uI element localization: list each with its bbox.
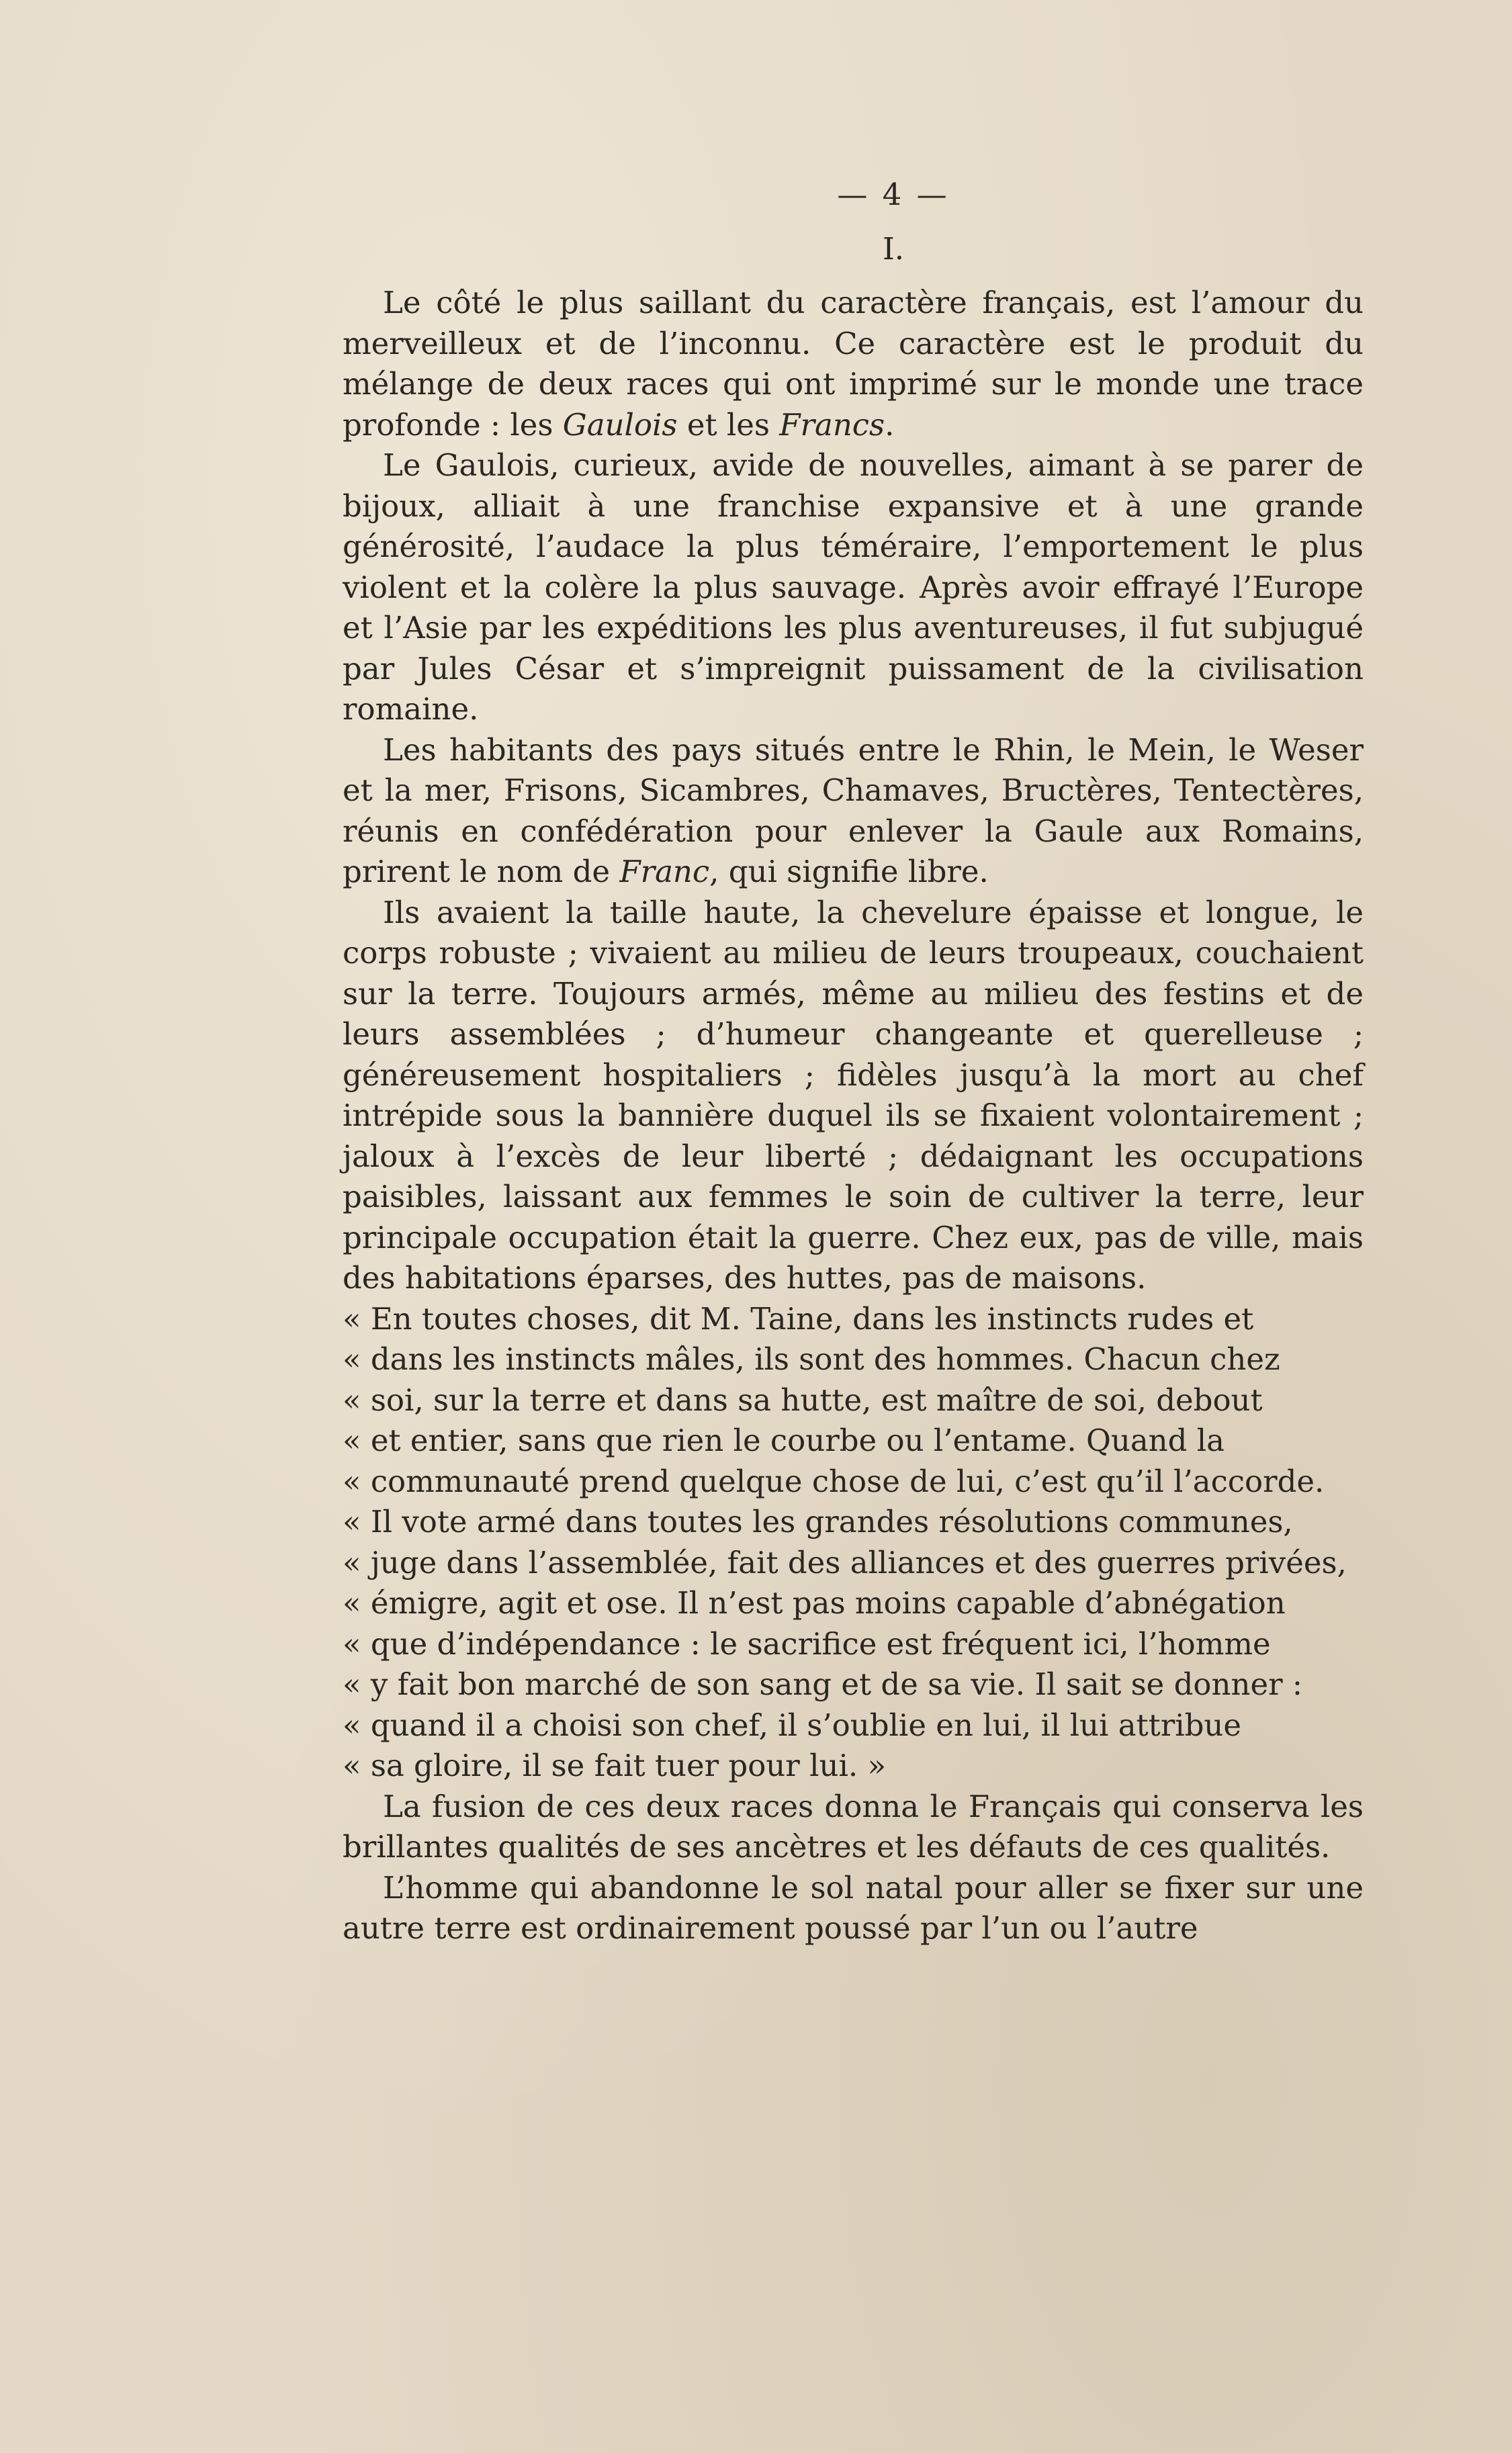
closing-paragraph-emigration: L’homme qui abandonne le sol natal pour aller se fixer sur une autre terre est ordinairement poussé par l’un ou l’autre: [343, 1869, 1364, 1946]
quote-line: « sa gloire, il se fait tuer pour lui. »: [343, 1748, 886, 1783]
quote-line: « dans les instincts mâles, ils sont des hommes. Chacun chez: [343, 1341, 1280, 1377]
body-paragraph: [343, 893, 1364, 1299]
page-number: — 4 —: [837, 177, 950, 212]
paragraph-text: , qui signifie libre.: [709, 854, 989, 889]
quote-line: « émigre, agit et ose. Il n’est pas moins capable d’abnégation: [343, 1585, 1286, 1621]
paragraph-text: Le Gaulois, curieux, avide de nouvelles, aimant à se parer de bijoux, alliait à une franchise expansive et à une grande générosité, l’audace la plus téméraire, l’emportement le plus violent et la colère la plus sauvage. Après avoir effrayé l’Europe et l’Asie par les expéditions les plus aventureuses, il fut subjugué par Jules César et s’impreignit puissament de la civilisation romaine.: [343, 447, 1364, 727]
paragraph-text: et les: [677, 406, 780, 443]
quote-line: « soi, sur la terre et dans sa hutte, est maître de soi, debout: [343, 1382, 1263, 1418]
quote-line: « communauté prend quelque chose de lui, c’est qu’il l’accorde.: [343, 1463, 1325, 1499]
paragraph-text: Le côté le plus saillant du caractère français, est l’amour du merveilleux et de l’inconnu. Ce caractère est le produit du mélange de deux races qui ont imprimé sur le monde une trace profonde : les: [343, 285, 1364, 443]
quote-line: « et entier, sans que rien le courbe ou l’entame. Quand la: [343, 1423, 1225, 1458]
paragraph-text: Ils avaient la taille haute, la chevelure épaisse et longue, le corps robuste ; vivaient au milieu de leurs troupeaux, couchaient sur la terre. Toujours armés, même au milieu des festins et de leurs assemblées ; d’humeur changeante et querelleuse ; généreusement hospitaliers ; fidèles jusqu’à la mort au chef intrépide sous la bannière duquel ils se fixaient volontairement ; jaloux à l’excès de leur liberté ; dédaignant les occupations paisibles, laissant aux femmes le soin de cultiver la terre, leur principale occupation était la guerre. Chez eux, pas de ville, mais des habitations éparses, des huttes, pas de maisons.: [343, 894, 1364, 1296]
paragraph-text: .: [885, 406, 895, 443]
paragraph-text: Les habitants des pays situés entre le Rhin, le Mein, le Weser et la mer, Frisons, Sicambres, Chamaves, Bructères, Tentectères, réunis en confédération pour enlever la Gaule aux Romains, prirent le nom de: [343, 731, 1364, 889]
closing-paragraph-fusion: La fusion de ces deux races donna le Français qui conserva les brillantes qualités de ses ancètres et les défauts de ces qualités.: [343, 1788, 1364, 1865]
quote-line: « En toutes choses, dit M. Taine, dans les instincts rudes et: [343, 1300, 1254, 1337]
italic-term: Gaulois: [562, 406, 678, 443]
quote-line: « Il vote armé dans toutes les grandes résolutions communes,: [343, 1504, 1293, 1540]
section-heading: I.: [882, 230, 905, 267]
body-paragraph: [343, 730, 1364, 893]
page-text-block: [343, 175, 1364, 1949]
italic-term: Francs: [779, 406, 885, 443]
body-paragraphs: [343, 283, 1364, 1299]
quote-line: « juge dans l’assemblée, fait des alliances et des guerres privées,: [343, 1544, 1347, 1580]
quote-line: « que d’indépendance : le sacrifice est fréquent ici, l’homme: [343, 1625, 1271, 1662]
taine-quotation: [343, 1299, 1364, 1787]
body-paragraph: [343, 445, 1364, 730]
quote-line: « y fait bon marché de son sang et de sa vie. Il sait se donner :: [343, 1666, 1303, 1702]
quote-line: « quand il a choisi son chef, il s’oublie en lui, il lui attribue: [343, 1707, 1242, 1743]
italic-term: Franc: [619, 854, 710, 889]
body-paragraph: [343, 283, 1364, 445]
